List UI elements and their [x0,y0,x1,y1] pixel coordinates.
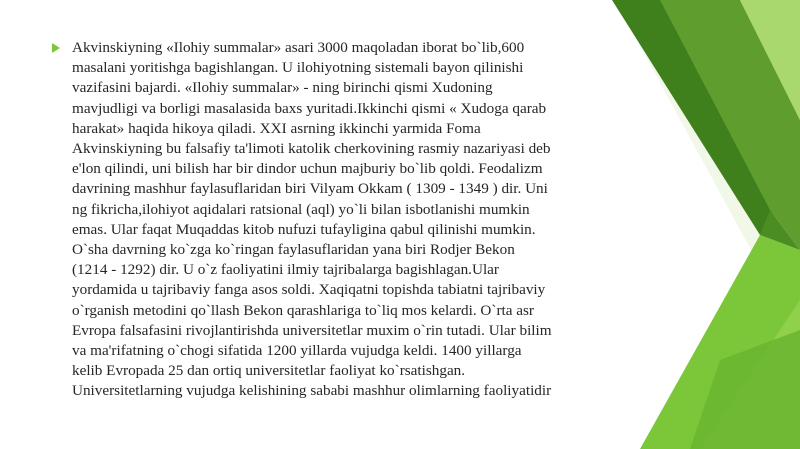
triangle-bullet-icon [52,43,60,53]
text-content [52,38,607,402]
bullet-paragraph: Akvinskiyning «Ilohiy summalar» asari 3000 maqoladan iborat bo`lib,600 masalani yoritishga bagishlangan. U ilohiyotning sistemali bayon qilinishi vazifasini bajardi. «Ilohiy summalar» - ning birinchi qismi Xudoning mavjudligi va borligi masalasida baxs yuritadi.Ikkinchi qismi « Xudoga qarab harakat» haqida hikoya qiladi. XXI asrning ikkinchi yarmida Foma Akvinskiyning bu falsafiy ta'limoti katolik cherkovining rasmiy nazariyasi deb e'lon qilindi, uni bilish har bir dindor uchun majburiy bo`lib qoldi. Feodalizm davrining mashhur faylasuflaridan biri Vilyam Okkam ( 1309 - 1349 ) dir. Uni ng fikricha,ilohiyot aqidalari ratsional (aql) yo`li bilan isbotlanishi mumkin emas. Ular faqat Muqaddas kitob nufuzi tufayligina qabul qilinishi mumkin. O`sha davrning ko`zga ko`ringan faylasuflaridan yana biri Rodjer Bekon (1214 - 1292) dir. U o`z faoliyatini ilmiy tajribalarga bagishlagan.Ular yordamida u tajribaviy fanga asos soldi. Xaqiqatni topishda tabiatni tajribaviy o`rganish metodini qo`llash Bekon qarashlariga to`liq mos kelardi. O`rta asr Evropa falsafasini rivojlantirishda universitetlar muxim o`rin tutadi. Ular bilim va ma'rifatning o`chogi sifatida 1200 yillarda vujudga keldi. 1400 yillarga kelib Evropada 25 dan ortiq universitetlar faoliyat ko`rsatishgan. Universitetlarning vujudga kelishining sababi mashhur olimlarning faoliyatidir [72,39,552,400]
bullet-item [52,38,607,402]
